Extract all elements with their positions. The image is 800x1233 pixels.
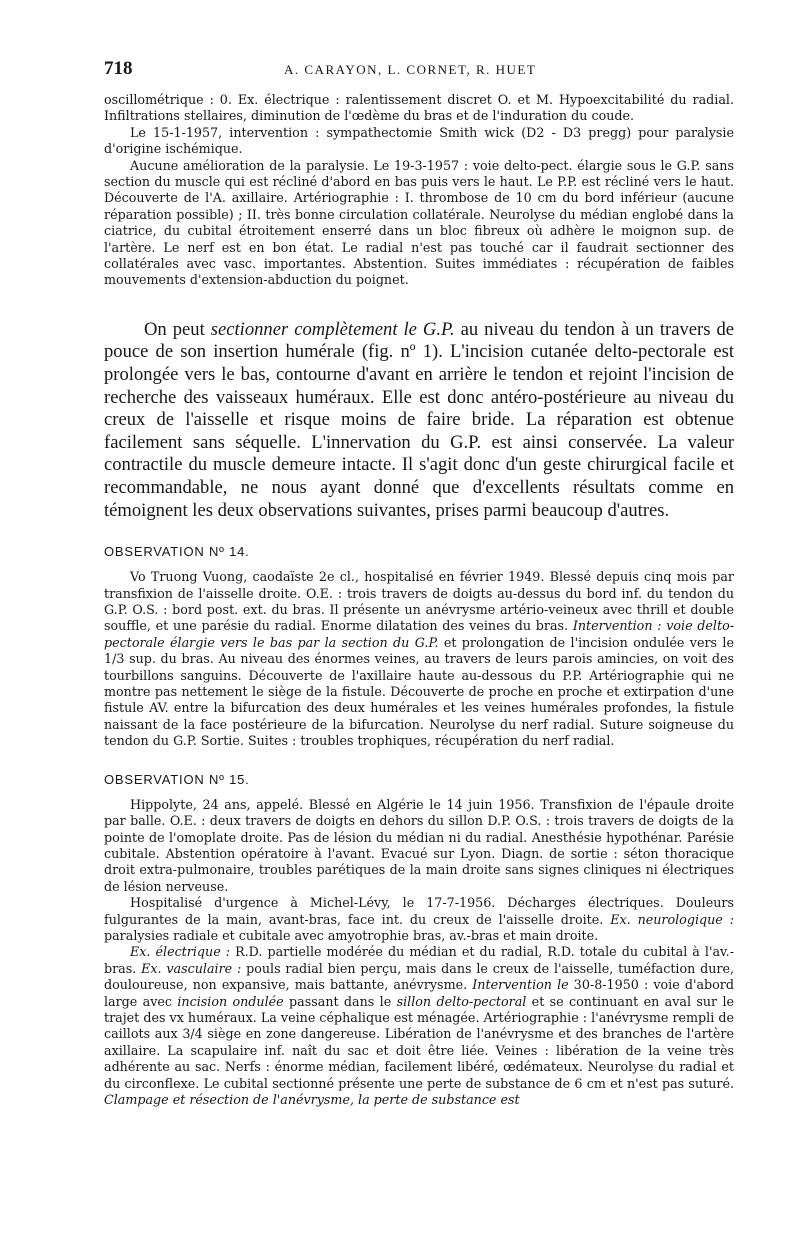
emphasis: sillon delto-pectoral <box>396 993 527 1009</box>
main-text <box>104 319 734 522</box>
text-run: au niveau du tendon à un travers de pouce de son insertion humérale (fig. nº 1). L'incision cutanée delto-pectorale est prolongée vers le bas, contourne d'avant en arrière le tendon et rejoint l'incision de recherche des vaisseaux huméraux. Elle est donc antéro-postérieure au niveau du creux de l'aisselle et risque moins de faire bride. La réparation est obtenue facilement sans séquelle. L'innervation du G.P. est ainsi conservée. La valeur contractile du muscle demeure intacte. Il s'agit donc d'un geste chirurgical facile et recommandable, ne nous ayant donné que d'excellents résultats comme en témoignent les deux observations suivantes, prises parmi beaucoup d'autres. <box>104 318 734 521</box>
emphasis: incision ondulée <box>177 993 284 1009</box>
emphasis: Intervention le <box>472 977 569 993</box>
emphasis: Ex. neurologique : <box>610 911 734 927</box>
observation-14-heading: OBSERVATION Nº 14. <box>104 544 250 560</box>
emphasis: sectionner complètement le G.P. <box>210 318 455 340</box>
text-run: Vo Truong Vuong, caodaïste 2e cl., hospitalisé en février 1949. Blessé depuis cinq mois par transfixion de l'aisselle droite. O.E. : trois travers de doigts au-dessus du bord inf. du tendon du G.P. O.S. : bord post. ext. du bras. Il présente un anévrysme artério-veineux avec thrill et double souffle, et une parésie du radial. Enorme dilatation des veines du bras. <box>104 569 734 634</box>
text-run: et prolongation de l'incision ondulée vers le 1/3 sup. du bras. Au niveau des énormes veines, au travers de leurs parois amincies, on voit des tourbillons sanguins. Découverte de l'axillaire haute au-dessous du P.P. Artériographie qui ne montre pas nettement le siège de la fistule. Découverte de proche en proche et extirpation d'une fistule AV. entre la bifurcation des deux humérales et les veines humérales profondes, la fistule naissant de la face postérieure de la bifurcation. Neurolyse du nerf radial. Suture soigneuse du tendon du G.P. Sortie. Suites : troubles trophiques, récupération du nerf radial. <box>104 634 734 749</box>
observation-14-body <box>104 569 734 749</box>
observation-paragraph: Hippolyte, 24 ans, appelé. Blessé en Algérie le 14 juin 1956. Transfixion de l'épaule droite par balle. O.E. : deux travers de doigts en dehors du sillon D.P. O.S. : trois travers de doigts de la pointe de l'omoplate droite. Pas de lésion du médian ni du radial. Anesthésie hypothénar. Parésie cubitale. Abstention opératoire à l'avant. Evacué sur Lyon. Diagn. de sortie : séton thoracique droit extra-pulmonaire, troubles parétiques de la main droite sans signes cliniques ni électriques de lésion nerveuse. <box>104 796 734 894</box>
observation-paragraph <box>104 944 734 1108</box>
observation-15-heading: OBSERVATION Nº 15. <box>104 771 250 787</box>
text-run: R.D. partielle modérée du médian et du radial, R.D. totale du cubital à l'av.-bras. <box>104 944 734 976</box>
emphasis: Clampage et résection de l'anévrysme, la perte de substance est <box>104 1092 520 1107</box>
main-paragraph <box>104 319 734 522</box>
text-run: passant dans le <box>283 993 397 1009</box>
observation-15-body <box>104 797 734 1109</box>
emphasis: Ex. vasculaire : <box>141 960 242 976</box>
case-paragraph: oscillométrique : 0. Ex. électrique : ralentissement discret O. et M. Hypoexcitabilité du radial. Infiltrations stellaires, diminution de l'œdème du bras et de l'induration du coude. <box>104 92 734 124</box>
running-head: A. CARAYON, L. CORNET, R. HUET <box>284 62 537 77</box>
observation-paragraph <box>104 569 734 749</box>
text-run: paralysies radiale et cubitale avec amyotrophie bras, av.-bras et main droite. <box>104 927 599 943</box>
text-run: et se continuant en aval sur le trajet des vx huméraux. La veine céphalique est ménagée. Artériographie : l'anévrysme rempli de caillots aux 3/4 siège en zone dangereuse. Libération de l'anévrysme et des branches de l'artère axillaire. La scapulaire inf. naît du sac et doit être liée. Veines : libération de la veine très adhérente au sac. Nerfs : énorme médian, facilement libéré, œdémateux. Neurolyse du radial et du circonflexe. Le cubital sectionné présente une perte de substance de 6 cm et n'est pas suturé. <box>104 993 735 1091</box>
text-run: On peut <box>144 318 211 340</box>
page-header <box>104 58 734 92</box>
text-run: Hospitalisé d'urgence à Michel-Lévy, le 17-7-1956. Décharges électriques. Douleurs fulgurantes de la main, avant-bras, face int. du creux de l'aisselle droite. <box>104 895 734 927</box>
text-run: 30-8-1950 : voie d'abord large avec <box>104 977 734 1009</box>
observation-paragraph <box>104 895 734 944</box>
page-number: 718 <box>104 58 133 79</box>
case-paragraph: Aucune amélioration de la paralysie. Le 19-3-1957 : voie delto-pect. élargie sous le G.P. sans section du muscle qui est récliné d'abord en bas puis vers le haut. Le P.P. est récliné vers le haut. Découverte de l'A. axillaire. Artériographie : I. thrombose de 10 cm du bord inférieur (aucune réparation possible) ; II. très bonne circulation collatérale. Neurolyse du médian englobé dans la ciatrice, du cubital étroitement enserré dans un bloc fibreux où adhère le moignon sup. de l'artère. Le nerf est en bon état. Le radial n'est pas touché car il faudrait sectionner des collatérales avec vasc. importantes. Abstention. Suites immédiates : récupération de faibles mouvements d'extension-abduction du poignet. <box>104 157 734 288</box>
emphasis: Intervention : voie delto-pectorale élargie vers le bas par la section du G.P. <box>104 618 734 650</box>
text-run: pouls radial bien perçu, mais dans le creux de l'aisselle, tuméfaction dure, douloureuse, non expansive, mais battante, anévrysme. <box>104 960 734 993</box>
emphasis: Ex. électrique : <box>130 944 231 960</box>
case-paragraph: Le 15-1-1957, intervention : sympathectomie Smith wick (D2 - D3 pregg) pour paralysie d'origine ischémique. <box>104 124 734 157</box>
case-continuation <box>104 92 734 289</box>
